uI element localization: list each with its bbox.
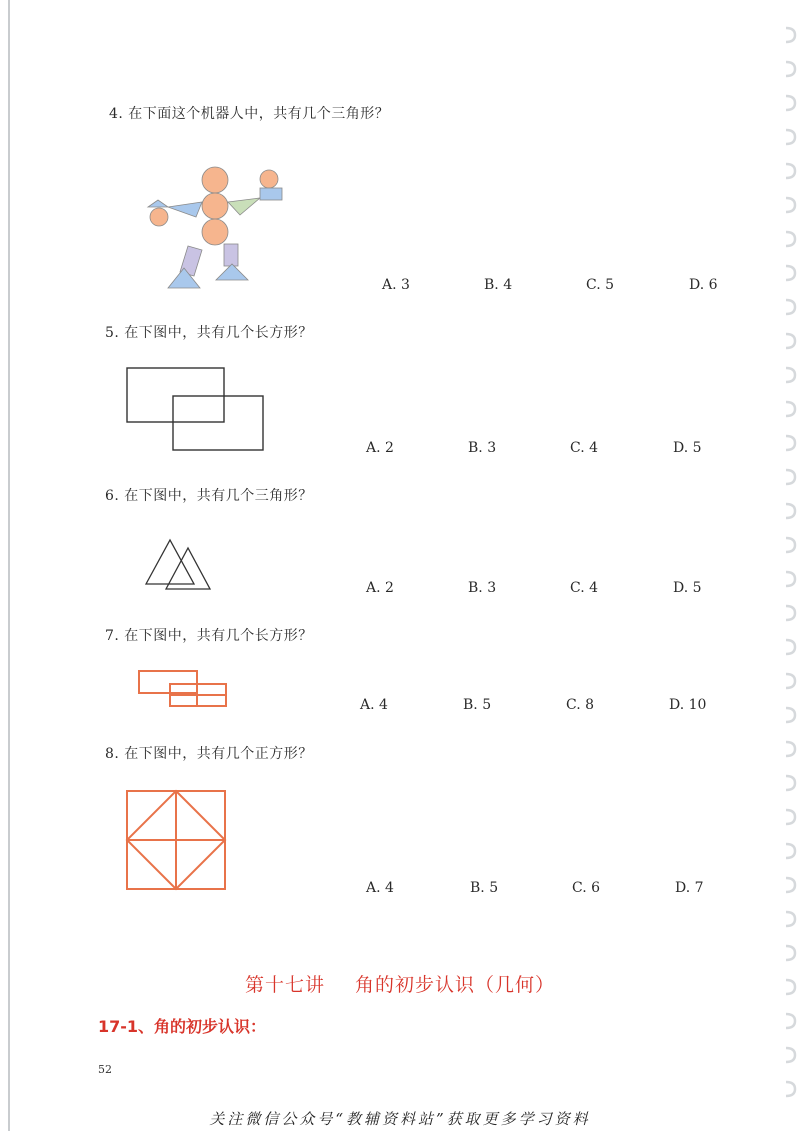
q8-option-c: C. 6 xyxy=(572,880,601,896)
binding-spine xyxy=(8,0,10,1131)
overlapping-rectangles-figure xyxy=(120,362,270,456)
question-6-text: 6. 在下图中，共有几个三角形？ xyxy=(105,488,313,504)
question-8-text: 8. 在下图中，共有几个正方形？ xyxy=(105,746,313,762)
q5-option-a: A. 2 xyxy=(366,440,394,456)
q7-option-c: C. 8 xyxy=(566,697,595,713)
question-7-text: 7. 在下图中，共有几个长方形？ xyxy=(105,628,313,644)
q6-option-c: C. 4 xyxy=(570,580,599,596)
overlapping-triangles-figure xyxy=(140,530,220,594)
subsection-heading: 17-1、角的初步认识： xyxy=(98,1017,267,1036)
question-5-text: 5. 在下图中，共有几个长方形？ xyxy=(105,325,313,341)
q6-option-a: A. 2 xyxy=(366,580,394,596)
q5-option-d: D. 5 xyxy=(673,440,702,456)
q5-option-b: B. 3 xyxy=(468,440,497,456)
robot-figure xyxy=(140,160,290,292)
lecture-heading xyxy=(0,970,800,997)
q4-option-b: B. 4 xyxy=(484,277,513,293)
lecture-number: 第十七讲 xyxy=(244,974,325,996)
q6-option-d: D. 5 xyxy=(673,580,702,596)
q7-option-a: A. 4 xyxy=(360,697,388,713)
q4-option-c: C. 5 xyxy=(586,277,615,293)
q5-option-c: C. 4 xyxy=(570,440,599,456)
binder-rings xyxy=(776,0,800,1131)
q8-option-a: A. 4 xyxy=(366,880,394,896)
q7-option-d: D. 10 xyxy=(669,697,707,713)
orange-rectangles-figure xyxy=(130,664,234,712)
q8-option-b: B. 5 xyxy=(470,880,499,896)
q7-option-b: B. 5 xyxy=(463,697,492,713)
q4-option-a: A. 3 xyxy=(382,277,410,293)
lecture-title: 角的初步认识（几何） xyxy=(355,974,556,996)
q8-option-d: D. 7 xyxy=(675,880,704,896)
q4-option-d: D. 6 xyxy=(689,277,718,293)
page-number: 52 xyxy=(98,1063,112,1076)
footer-note: 关注微信公众号“教辅资料站”获取更多学习资料 xyxy=(209,1110,591,1128)
q6-option-b: B. 3 xyxy=(468,580,497,596)
square-diamond-figure xyxy=(120,785,232,895)
question-4-text: 4. 在下面这个机器人中，共有几个三角形？ xyxy=(109,106,390,122)
